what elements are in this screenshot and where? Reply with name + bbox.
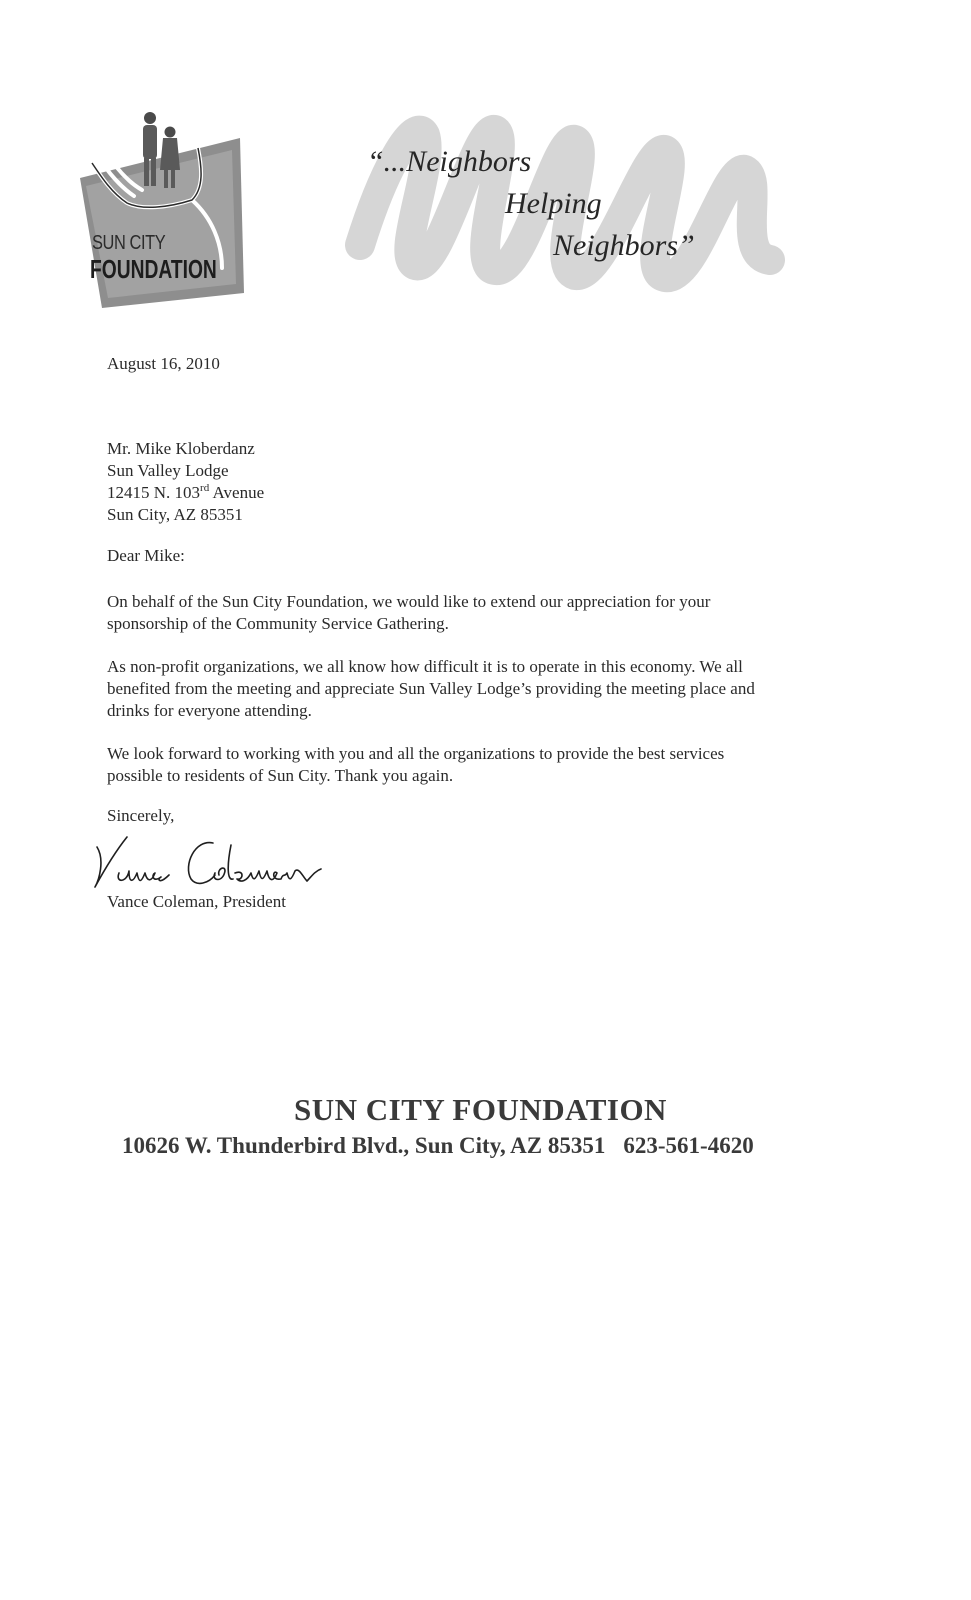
footer-address: 10626 W. Thunderbird Blvd., Sun City, AZ 85351 [122, 1133, 606, 1158]
recipient-organization: Sun Valley Lodge [107, 461, 229, 480]
street-ordinal: rd [200, 482, 210, 494]
paragraph-line: As non-profit organizations, we all know how difficult it is to operate in this economy. We all [107, 657, 743, 676]
footer-phone: 623-561-4620 [623, 1133, 754, 1158]
tagline-line-2: Helping [505, 187, 602, 220]
street-name: Avenue [209, 483, 265, 502]
signer-name-title: Vance Coleman, President [107, 892, 286, 911]
paragraph-line: We look forward to working with you and all the organizations to provide the best services [107, 744, 725, 763]
recipient-name: Mr. Mike Kloberdanz [107, 439, 255, 458]
paragraph-line: On behalf of the Sun City Foundation, we would like to extend our appreciation for your [107, 592, 711, 611]
recipient-city: Sun City, AZ 85351 [107, 505, 243, 524]
recipient-street [107, 482, 264, 504]
paragraph-line: drinks for everyone attending. [107, 701, 312, 720]
tagline-line-1: “...Neighbors [367, 145, 532, 178]
paragraph-2 [107, 656, 755, 722]
signature-graphic [85, 825, 345, 900]
handwritten-signature [85, 825, 345, 900]
paragraph-line: possible to residents of Sun City. Thank you again. [107, 766, 454, 785]
street-number: 12415 N. 103 [107, 483, 201, 502]
letter-date: August 16, 2010 [107, 354, 220, 373]
paragraph-line: sponsorship of the Community Service Gathering. [107, 614, 449, 633]
sun-city-foundation-logo [72, 108, 252, 313]
person-head-icon [144, 112, 156, 124]
tagline-line-3: Neighbors” [553, 229, 695, 262]
footer-name-text: SUN CITY FOUNDATION [294, 1092, 667, 1127]
paragraph-line: benefited from the meeting and appreciate Sun Valley Lodge’s providing the meeting place and [107, 679, 755, 698]
footer-contact [122, 1133, 754, 1159]
tagline [345, 105, 795, 305]
paragraph-3 [107, 743, 724, 787]
logo-text-foundation: FOUNDATION [90, 254, 217, 284]
recipient-address [107, 438, 264, 526]
closing: Sincerely, [107, 806, 175, 825]
salutation: Dear Mike: [107, 546, 185, 565]
footer-organization-name [0, 1092, 971, 1128]
logo-text-sun-city: SUN CITY [92, 232, 166, 254]
paragraph-1 [107, 591, 710, 635]
